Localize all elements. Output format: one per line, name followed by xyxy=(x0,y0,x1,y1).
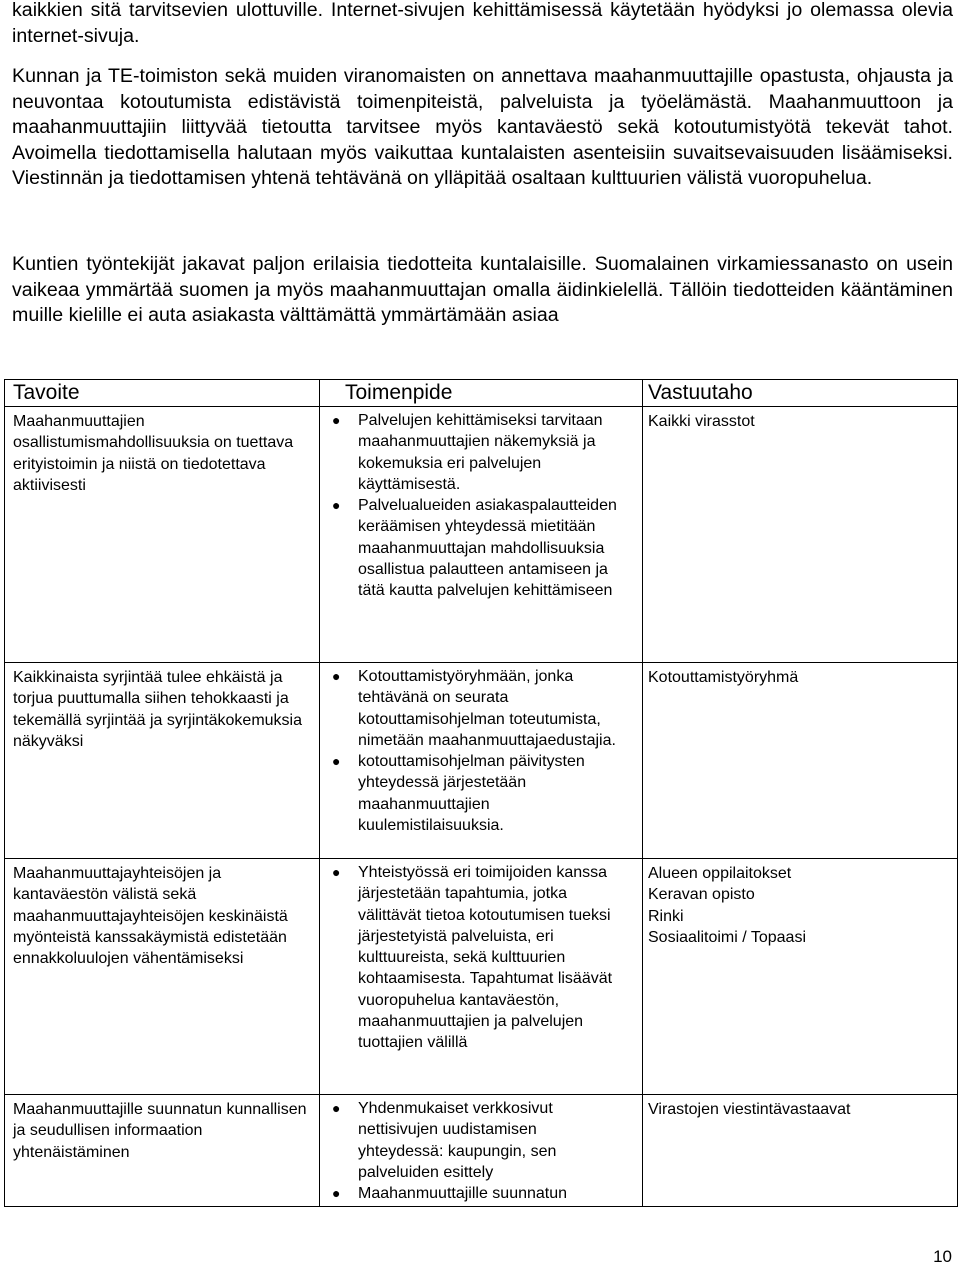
action-item: ● Palvelujen kehittämiseksi tarvitaan maahanmuuttajien näkemyksiä ja kokemuksia eri palvelujen käyttämisestä. xyxy=(332,412,603,493)
responsible-cell xyxy=(643,1095,958,1207)
bullet-icon: ● xyxy=(332,412,341,428)
action-cell xyxy=(320,1095,643,1207)
table-row xyxy=(5,859,958,1095)
table-row xyxy=(5,407,958,663)
goal-cell: Maahanmuuttajille suunnatun kunnallisen ja seudullisen informaation yhtenäistäminen xyxy=(5,1095,320,1207)
header-responsible: Vastuutaho xyxy=(643,380,958,407)
paragraph-terminology: Kuntien työntekijät jakavat paljon erilaisia tiedotteita kuntalaisille. Suomalainen virkamiessanasto on usein vaikeaa ymmärtää suomen ja myös maahanmuuttajan omalla äidinkielellä. Tällöin tiedotteiden kääntäminen muille kielille ei auta asiakasta välttämättä ymmärtämään asiaa xyxy=(12,253,953,326)
header-action: Toimenpide xyxy=(320,380,643,407)
goal-cell: Kaikkinaista syrjintää tulee ehkäistä ja torjua puuttumalla siihen tehokkaasti ja tekemällä syrjintää ja syrjintäkokemuksia näkyväksi xyxy=(5,663,320,859)
bullet-icon: ● xyxy=(332,1100,341,1116)
action-table xyxy=(4,379,958,1207)
responsible-cell xyxy=(643,859,958,1095)
table-header-row xyxy=(5,380,958,407)
goal-cell: Maahanmuuttajien osallistumismahdollisuuksia on tuettava erityistoimin ja niistä on tiedotettava aktiivisesti xyxy=(5,407,320,663)
bullet-icon: ● xyxy=(332,864,341,880)
action-cell xyxy=(320,859,643,1095)
responsible-line: Sosiaalitoimi / Topaasi xyxy=(648,928,807,946)
action-item: ● Yhteistyössä eri toimijoiden kanssa järjestetään tapahtumia, jotka välittävät tietoa kotoutumisen tueksi järjestetyistä palveluista, eri kulttuureista, sekä kulttuurien kohtaamisesta. Tapahtumat lisäävät vuoropuhelua kantaväestön, maahanmuuttajien ja palvelujen tuottajien välillä xyxy=(332,864,613,1052)
responsible-line: Keravan opisto xyxy=(648,886,755,904)
responsible-line: Kotouttamistyöryhmä xyxy=(648,669,799,686)
responsible-line: Kaikki virasstot xyxy=(648,413,755,430)
responsible-line: Alueen oppilaitokset xyxy=(648,865,792,882)
bullet-icon: ● xyxy=(332,1185,341,1202)
bullet-icon: ● xyxy=(332,497,341,514)
responsible-cell xyxy=(643,407,958,663)
action-item: ● Maahanmuuttajille suunnatun xyxy=(320,1183,642,1204)
action-cell xyxy=(320,407,643,663)
bullet-icon: ● xyxy=(332,753,341,770)
bullet-icon: ● xyxy=(332,668,341,684)
action-item: ● Palvelualueiden asiakaspalautteiden keräämisen yhteydessä mietitään maahanmuuttajan mahdollisuuksia osallistua palautteen antamiseen ja tätä kautta palvelujen kehittämiseen xyxy=(332,497,617,600)
paragraph-guidance: Kunnan ja TE-toimiston sekä muiden viranomaisten on annettava maahanmuuttajille opastusta, ohjausta ja neuvontaa kotoutumista edistävistä toimenpiteistä, palveluista ja työelämästä. Maahanmuuttoon ja maahanmuuttajiin liittyvää tietoutta tarvitsee myös kantaväestö sekä kotoutumistyötä tekevät tahot. Avoimella tiedottamisella halutaan myös vaikuttaa kuntalaisten asenteisiin suvaitsevaisuuden lisäämiseksi. Viestinnän ja tiedottamisen yhtenä tehtävänä on ylläpitää osaltaan kulttuurien välistä vuoropuhelua. xyxy=(12,65,953,189)
responsible-line: Rinki xyxy=(648,907,684,925)
responsible-cell xyxy=(643,663,958,859)
table-row xyxy=(5,663,958,859)
goal-cell: Maahanmuuttajayhteisöjen ja kantaväestön välistä sekä maahanmuuttajayhteisöjen keskinäistä myönteistä kanssakäymistä edistetään ennakkoluulojen vähentämiseksi xyxy=(5,859,320,1095)
table-row xyxy=(5,1095,958,1207)
paragraph-intro: kaikkien sitä tarvitsevien ulottuville. Internet-sivujen kehittämisessä käytetään hyödyksi jo olemassa olevia internet-sivuja. xyxy=(12,0,953,47)
action-cell xyxy=(320,663,643,859)
action-item: ● Yhdenmukaiset verkkosivut nettisivujen uudistamisen yhteydessä: kaupungin, sen palveluiden esittely xyxy=(332,1100,557,1181)
action-item: ● kotouttamisohjelman päivitysten yhteydessä järjestetään maahanmuuttajien kuulemistilaisuuksia. xyxy=(332,753,585,835)
page-number: 10 xyxy=(933,1247,952,1266)
header-goal: Tavoite xyxy=(5,380,320,407)
action-item: ● Kotouttamistyöryhmään, jonka tehtävänä on seurata kotouttamisohjelman toteutumista, nimetään maahanmuuttajaedustajia. xyxy=(332,668,616,749)
responsible-line: Virastojen viestintävastaavat xyxy=(648,1101,851,1118)
